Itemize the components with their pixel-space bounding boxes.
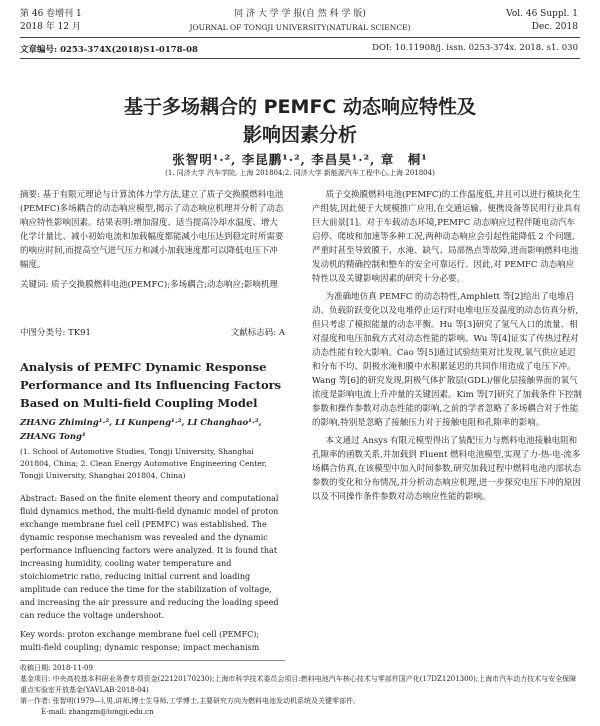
received-date: 收稿日期: 2018-11-09 [20, 664, 93, 672]
authors-cn: 张智明¹·², 李昆鹏¹·², 李昌昊¹·², 章 桐¹ [172, 152, 428, 167]
first-author: 第一作者: 张智明(1979—),男,讲师,博士生导师,工学博士,主要研究方向为燃料电池发动机系统及关键零部件。 [20, 697, 360, 705]
date-cn: 2018 年 12 月 [20, 22, 81, 32]
volume-cn: 第 46 卷增刊 1 [20, 9, 82, 19]
journal-name-en: JOURNAL OF TONGJI UNIVERSITY(NATURAL SCIENCE) [189, 23, 411, 32]
abstract-en [20, 492, 285, 654]
meta-rule [20, 58, 580, 59]
date-en: Dec. 2018 [531, 22, 578, 32]
title-cn-line2: 影响因素分析 [242, 124, 357, 146]
funding: 基金项目: 中央高校基本科研业务费专项资金(22120170230);上海市科学技术委员会项目:燃料电池汽车核心技术与零部件国产化(17DZ1201300);上海市汽车动力技术与安全保障重点实验室开放基金(YAVLAB-2018-04) [20, 675, 577, 694]
article-meta [20, 43, 578, 55]
affiliation-en: (1. School of Automotive Studies, Tongji University, Shanghai 201804, China; 2. Clean Energy Automotive Engineering Center, Tongji University, Shanghai 201804, China) [20, 447, 267, 480]
body-paragraph-1: 质子交换膜燃料电池(PEMFC)的工作温度低,并且可以进行模块化生产组装,因此便于大规模推广应用,在交通运输、便携设备等民用行业具有巨大前景[1]。对于车载动态环境,PEMFC 动态响应过程伴随电动汽车启停、爬坡和加速等多种工况,两种动态响应会引起性能降低 2 个问题,严重时甚至导致膜干、水淹、缺气、局部热点等故障,进而影响燃料电池发动机的精确控制和整车的安全可靠运行。因此,对 PEMFC 动态响应特性以及关键影响因素的研究十分必要。 [312, 190, 581, 284]
header-rule [20, 37, 580, 38]
title-cn-line1: 基于多场耦合的 PEMFC 动态响应特性及 [124, 96, 476, 118]
clc-number: 中图分类号: TK91 [20, 328, 91, 338]
abstract-cn-text: 摘要: 基于有限元理论与计算流体力学方法,建立了质子交换膜燃料电池(PEMFC)多场耦合的动态响应模型,揭示了动态响应机理并分析了动态响应特性影响因素。结果表明:增加湿度、适当提高冷却水温度、增大化学计量比、减小初始电流和加载幅度都能减小电压达到稳定时所需要的响应时间,而提高空气进气压力和减小加载速度都可以降低电压下冲幅度。 [20, 190, 284, 270]
affiliation-cn: (1. 同济大学 汽车学院, 上海 201804;2. 同济大学 新能源汽车工程中心,上海 201804) [165, 169, 435, 177]
authors-en: ZHANG Zhiming¹·², LI Kunpeng¹·², LI Changhao¹·², ZHANG Tong¹ [20, 418, 262, 442]
doc-code: 文献标志码: A [230, 328, 285, 338]
body-text [312, 188, 582, 504]
footnote [20, 663, 580, 718]
keywords-cn: 关键词: 质子交换膜燃料电池(PEMFC);多场耦合;动态响应;影响机理 [20, 280, 278, 290]
keywords-en: Key words: proton exchange membrane fuel cell (PEMFC); multi-field coupling; dynamic response; impact mechanism [20, 630, 260, 652]
footnote-rule [20, 660, 285, 661]
article-number: 文章编号: 0253-374X(2018)S1-0178-08 [20, 45, 198, 55]
title-en: Analysis of PEMFC Dynamic Response Performance and Its Influencing Factors Based on Multi-field Coupling Model [20, 360, 282, 410]
abstract-cn [20, 188, 285, 292]
abstract-en-text: Abstract: Based on the finite element theory and computational fluid dynamics method, the multi-field dynamic model of proton exchange membrane fuel cell (PEMFC) was established. The dynamic response mechanism was revealed and the dynamic performance influencing factors were analyzed. It is found that increasing humidity, cooling water temperature and stoichiometric ratio, reducing initial current and loading amplitude can reduce the time for the stabilization of voltage, and increasing the air pressure and reducing the loading speed can reduce the voltage undershoot. [20, 494, 279, 620]
doi: DOI: 10.11908/j. issn. 0253-374x. 2018. s1. 030 [372, 43, 578, 53]
body-paragraph-3: 本文通过 Ansys 有限元模型得出了装配压力与燃料电池接触电阻和孔隙率的函数关系,并加载到 Fluent 燃料电池模型,实现了力-热-电-流多场耦合仿真,在该模型中加入时间参数,研究加载过程中燃料电池内部状态参数的变化和分布情况,并分析动态响应机理,进一步探究电压下冲的原因以及不同操作条件参数对动态响应性能的影响。 [312, 436, 581, 502]
email: E-mail: zhangzm@tongji.edu.cn [41, 708, 154, 716]
body-paragraph-2: 为准确地仿真 PEMFC 的动态特性,Amphlett 等[2]给出了电堆启动、负载阶跃变化以及电堆停止运行时电堆电压及温度的动态仿真分析,但只考虑了模拟能量的动态平衡。Hu 等[3]研究了氢气入口的流量、相对湿度和电压加载方式对动态性能的影响。Wu 等[4]证实了传热过程对动态性能有较大影响。Cao 等[5]通过试验结果对比发现,氧气供应延迟和分布不均、阴极水淹和膜中水积累延迟的共同作用造成了电压下冲。Wang 等[6]的研究发现,阴极气体扩散层(GDL)/催化层接触界面的氧气浓度是影响电流上升冲量的关键因素。Kim 等[7]研究了加载条件下控制参数和操作参数对动态性能的影响,之前的学者忽略了多场耦合对于性能的影响,特别是忽略了接触压力对于接触电阻和孔隙率的影响。 [312, 292, 582, 428]
journal-name-cn: 同 济 大 学 学 报(自 然 科 学 版) [234, 9, 366, 19]
volume-en: Vol. 46 Suppl. 1 [506, 9, 578, 19]
header-right [506, 8, 578, 34]
